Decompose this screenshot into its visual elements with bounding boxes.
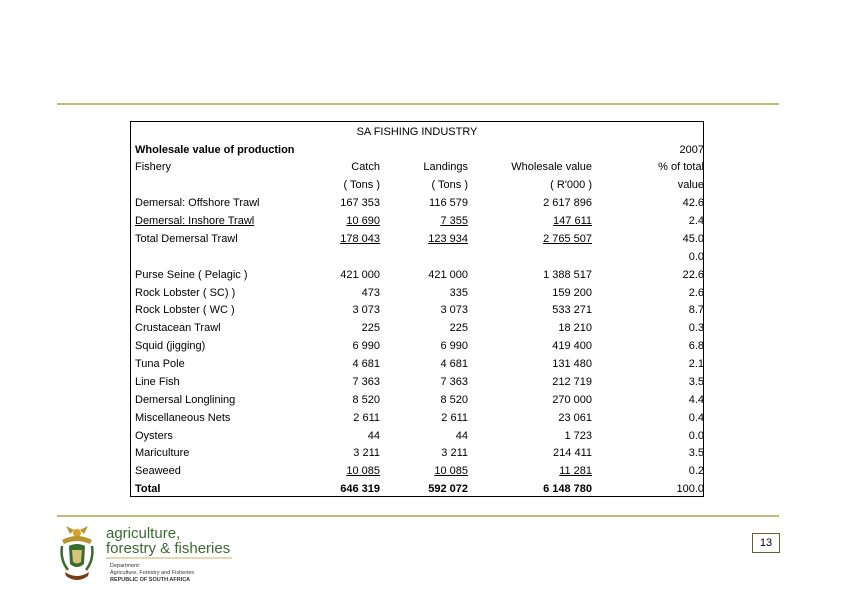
row-landings: 335 bbox=[449, 287, 468, 299]
row-landings: 7 355 bbox=[440, 215, 468, 227]
dept-line-1: Department: bbox=[110, 563, 141, 569]
row-wholesale: 18 210 bbox=[558, 322, 592, 334]
total-row-landings: 592 072 bbox=[428, 483, 468, 495]
fishery-header: Fishery bbox=[135, 161, 172, 173]
row-landings: 421 000 bbox=[428, 269, 468, 281]
table-title: SA FISHING INDUSTRY bbox=[356, 126, 478, 138]
total-row-pct: 100.0 bbox=[676, 483, 704, 495]
row-landings: 2 611 bbox=[441, 412, 468, 424]
row-pct: 0.4 bbox=[688, 412, 704, 424]
row-wholesale: 270 000 bbox=[552, 394, 592, 406]
row-fishery: Total Demersal Trawl bbox=[135, 233, 238, 245]
row-landings: 123 934 bbox=[428, 233, 468, 245]
row-fishery: Mariculture bbox=[135, 447, 190, 459]
department-logo bbox=[56, 524, 246, 586]
row-pct: 3.5 bbox=[688, 447, 704, 459]
row-pct: 4.4 bbox=[688, 394, 704, 406]
row-wholesale: 1 723 bbox=[564, 430, 592, 442]
row-landings: 3 211 bbox=[441, 447, 468, 459]
row-catch: 2 611 bbox=[353, 412, 380, 424]
wholesale-unit: ( R'000 ) bbox=[550, 179, 592, 191]
row-fishery: Tuna Pole bbox=[135, 358, 185, 370]
year-header: 2007 bbox=[679, 144, 704, 156]
logo-line-1: agriculture, bbox=[106, 525, 181, 542]
logo-line-2: forestry & fisheries bbox=[106, 540, 231, 557]
landings-header: Landings bbox=[423, 161, 468, 173]
row-landings: 10 085 bbox=[434, 465, 468, 477]
row-wholesale: 2 765 507 bbox=[543, 233, 592, 245]
row-catch: 167 353 bbox=[340, 197, 380, 209]
total-row-catch: 646 319 bbox=[340, 483, 380, 495]
catch-unit: ( Tons ) bbox=[343, 179, 380, 191]
row-pct: 8.7 bbox=[688, 304, 704, 316]
row-catch: 7 363 bbox=[352, 376, 380, 388]
row-wholesale: 147 611 bbox=[553, 215, 592, 227]
wholesale-header: Wholesale value bbox=[511, 161, 592, 173]
total-row-fishery: Total bbox=[135, 483, 161, 495]
row-fishery: Rock Lobster ( SC) ) bbox=[135, 287, 236, 299]
row-wholesale: 212 719 bbox=[552, 376, 592, 388]
row-pct: 3.5 bbox=[688, 376, 704, 388]
row-fishery: Crustacean Trawl bbox=[135, 322, 221, 334]
page-number: 13 bbox=[752, 533, 780, 553]
dept-line-3: REPUBLIC OF SOUTH AFRICA bbox=[110, 577, 191, 583]
row-pct: 45.0 bbox=[682, 233, 704, 245]
row-landings: 116 579 bbox=[429, 197, 468, 209]
row-fishery: Demersal: Inshore Trawl bbox=[135, 215, 255, 227]
dept-line-2: Agriculture, Forestry and Fisheries bbox=[110, 570, 195, 576]
header-divider bbox=[57, 103, 779, 105]
row-catch: 6 990 bbox=[352, 340, 380, 352]
row-pct: 0.0 bbox=[688, 430, 704, 442]
row-wholesale: 2 617 896 bbox=[543, 197, 592, 209]
pct-header: % of total bbox=[658, 161, 704, 173]
row-pct: 6.8 bbox=[688, 340, 704, 352]
row-wholesale: 1 388 517 bbox=[543, 269, 592, 281]
row-wholesale: 11 281 bbox=[559, 465, 592, 477]
landings-unit: ( Tons ) bbox=[431, 179, 468, 191]
row-catch: 10 690 bbox=[346, 215, 380, 227]
row-fishery: Oysters bbox=[135, 430, 173, 442]
pct-unit: value bbox=[677, 179, 704, 191]
row-pct: 2.6 bbox=[688, 287, 704, 299]
row-pct: 2.4 bbox=[688, 215, 704, 227]
row-fishery: Demersal Longlining bbox=[135, 394, 236, 406]
row-fishery: Squid (jigging) bbox=[135, 340, 206, 352]
row-landings: 3 073 bbox=[440, 304, 468, 316]
footer-divider bbox=[57, 515, 779, 517]
row-wholesale: 419 400 bbox=[552, 340, 592, 352]
row-catch: 178 043 bbox=[340, 233, 380, 245]
row-pct: 22.6 bbox=[682, 269, 704, 281]
row-pct: 42.6 bbox=[682, 197, 704, 209]
row-landings: 4 681 bbox=[440, 358, 468, 370]
row-fishery: Seaweed bbox=[135, 465, 181, 477]
row-fishery: Line Fish bbox=[135, 376, 180, 388]
row-catch: 4 681 bbox=[352, 358, 380, 370]
row-catch: 3 073 bbox=[352, 304, 380, 316]
row-wholesale: 159 200 bbox=[552, 287, 592, 299]
row-catch: 3 211 bbox=[353, 447, 380, 459]
row-pct: 0.3 bbox=[688, 322, 704, 334]
row-wholesale: 131 480 bbox=[552, 358, 592, 370]
row-fishery: Demersal: Offshore Trawl bbox=[135, 197, 260, 209]
row-landings: 44 bbox=[455, 430, 468, 442]
row-pct: 2.1 bbox=[688, 358, 704, 370]
row-catch: 44 bbox=[367, 430, 380, 442]
row-catch: 10 085 bbox=[346, 465, 380, 477]
row-catch: 421 000 bbox=[340, 269, 380, 281]
row-landings: 7 363 bbox=[440, 376, 468, 388]
row-landings: 8 520 bbox=[440, 394, 468, 406]
row-landings: 225 bbox=[449, 322, 468, 334]
row-landings: 6 990 bbox=[440, 340, 468, 352]
row-catch: 473 bbox=[361, 287, 380, 299]
row-fishery: Miscellaneous Nets bbox=[135, 412, 231, 424]
row-wholesale: 533 271 bbox=[552, 304, 592, 316]
row-catch: 8 520 bbox=[352, 394, 380, 406]
total-row-wholesale: 6 148 780 bbox=[543, 483, 592, 495]
row-wholesale: 23 061 bbox=[558, 412, 592, 424]
row-wholesale: 214 411 bbox=[553, 447, 592, 459]
row-fishery: Rock Lobster ( WC ) bbox=[135, 304, 235, 316]
table-subtitle: Wholesale value of production bbox=[135, 144, 295, 156]
row-catch: 225 bbox=[361, 322, 380, 334]
coat-of-arms-icon bbox=[62, 526, 93, 580]
row-fishery: Purse Seine ( Pelagic ) bbox=[135, 269, 248, 281]
row-pct: 0.0 bbox=[688, 251, 704, 263]
catch-header: Catch bbox=[351, 161, 380, 173]
row-pct: 0.2 bbox=[688, 465, 704, 477]
